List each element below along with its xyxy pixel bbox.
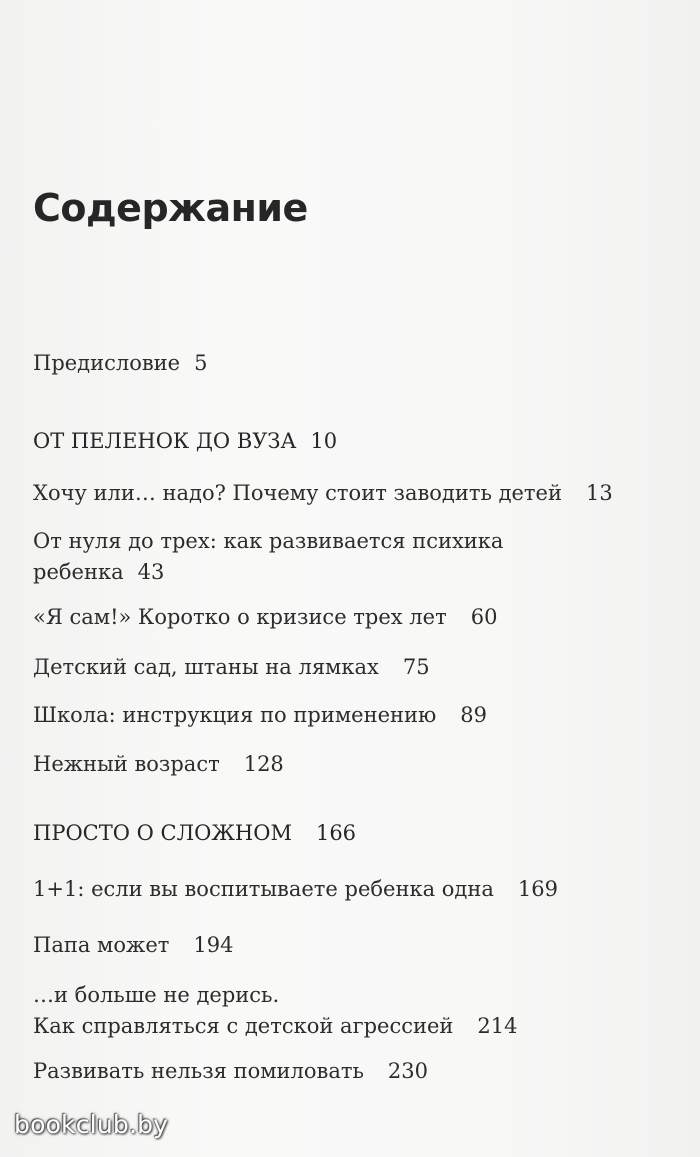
toc-section-2[interactable] bbox=[33, 818, 356, 849]
toc-page-number: 89 bbox=[460, 703, 488, 727]
page-title: Содержание bbox=[33, 186, 308, 230]
toc-entry-label: Предисловие bbox=[33, 351, 181, 375]
toc-entry-label: Хочу или… надо? Почему стоит заводить детей bbox=[33, 481, 562, 505]
toc-entry-5[interactable] bbox=[33, 700, 487, 731]
toc-page-number: 166 bbox=[315, 821, 357, 845]
toc-entry-label-line2: Как справляться с детской агрессией bbox=[33, 1014, 454, 1038]
toc-section-label: ПРОСТО О СЛОЖНОМ bbox=[33, 821, 292, 845]
toc-page-number: 43 bbox=[137, 560, 165, 584]
toc-entry-label: 1+1: если вы воспитываете ребенка одна bbox=[33, 877, 494, 901]
toc-section-1[interactable] bbox=[33, 426, 337, 457]
toc-page-number: 128 bbox=[243, 752, 284, 776]
toc-entry-4[interactable] bbox=[33, 652, 430, 683]
toc-entry-label-line1: От нуля до трех: как развивается психика bbox=[33, 529, 504, 553]
toc-entry-preface[interactable] bbox=[33, 348, 207, 379]
toc-entry-label-line1: …и больше не дерись. bbox=[33, 983, 280, 1007]
toc-entry-label-line2: ребенка bbox=[33, 560, 124, 584]
toc-entry-7[interactable] bbox=[33, 874, 558, 905]
toc-page-number: 230 bbox=[387, 1059, 429, 1083]
toc-page-number: 75 bbox=[402, 655, 430, 679]
toc-entry-label: Детский сад, штаны на лямках bbox=[33, 655, 379, 679]
toc-entry-label: Папа может bbox=[33, 933, 170, 957]
toc-page-number: 13 bbox=[585, 481, 613, 505]
toc-entry-label: Нежный возраст bbox=[33, 752, 220, 776]
toc-page-number: 10 bbox=[310, 429, 338, 453]
toc-entry-3[interactable] bbox=[33, 602, 497, 633]
site-watermark: bookclub.by bbox=[14, 1110, 169, 1139]
toc-page-number: 169 bbox=[517, 877, 558, 901]
toc-entry-label: Школа: инструкция по применению bbox=[33, 703, 437, 727]
toc-entry-label: Развивать нельзя помиловать bbox=[33, 1059, 364, 1083]
toc-section-label: ОТ ПЕЛЕНОК ДО ВУЗА bbox=[33, 429, 297, 453]
toc-page-number: 194 bbox=[193, 933, 234, 957]
toc-entry-6[interactable] bbox=[33, 749, 284, 780]
toc-entry-10[interactable] bbox=[33, 1056, 428, 1087]
toc-entry-2[interactable] bbox=[33, 526, 503, 588]
toc-entry-label: «Я сам!» Коротко о кризисе трех лет bbox=[33, 605, 447, 629]
toc-entry-8[interactable] bbox=[33, 930, 233, 961]
toc-entry-9[interactable] bbox=[33, 980, 517, 1042]
toc-page-number: 214 bbox=[477, 1014, 518, 1038]
toc-page-number: 60 bbox=[470, 605, 498, 629]
toc-page-number: 5 bbox=[194, 351, 208, 375]
toc-entry-1[interactable] bbox=[33, 478, 613, 509]
